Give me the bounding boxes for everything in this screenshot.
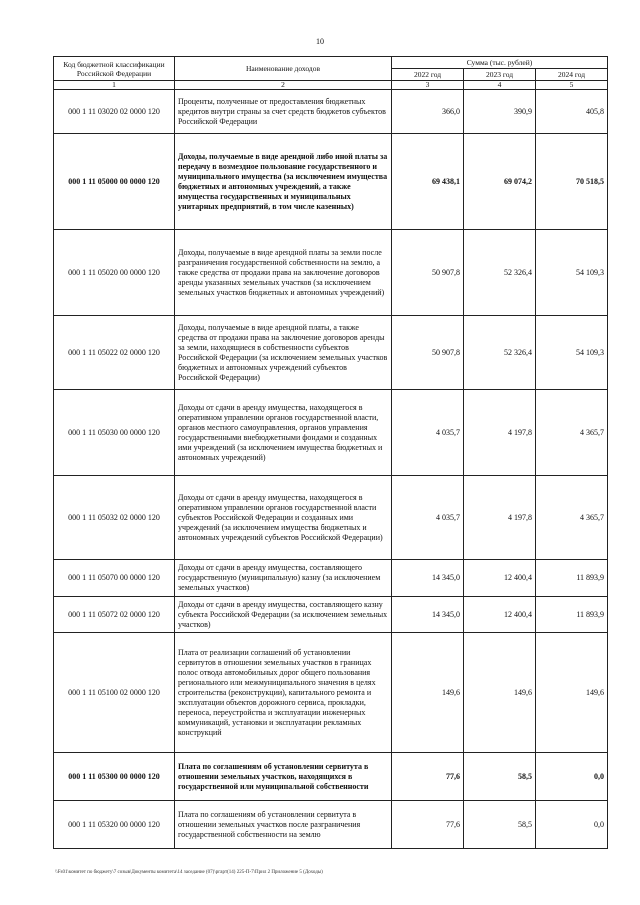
table-row <box>54 476 608 560</box>
row-name: Доходы от сдачи в аренду имущества, находящегося в оперативном управлении органов государственной власти, органов местного самоуправления, органов управления государственными внебюджетными фондами и созданных ими учреждений (за исключением имущества бюджетных и автономных учреждений) <box>175 390 392 476</box>
column-number: 3 <box>392 81 464 90</box>
row-value-2024: 0,0 <box>536 753 608 801</box>
row-code: 000 1 11 05100 02 0000 120 <box>54 633 175 753</box>
row-value-2023: 12 400,4 <box>464 560 536 597</box>
row-code: 000 1 11 05000 00 0000 120 <box>54 134 175 230</box>
header-code: Код бюджетной классификации Российской Федерации <box>54 57 175 81</box>
row-code: 000 1 11 03020 02 0000 120 <box>54 90 175 134</box>
row-name: Доходы от сдачи в аренду имущества, составляющего казну субъекта Российской Федерации (за исключением земельных участков) <box>175 597 392 633</box>
row-code: 000 1 11 05030 00 0000 120 <box>54 390 175 476</box>
row-value-2024: 70 518,5 <box>536 134 608 230</box>
row-code: 000 1 11 05020 00 0000 120 <box>54 230 175 316</box>
row-value-2022: 4 035,7 <box>392 476 464 560</box>
row-name: Доходы, получаемые в виде арендной либо иной платы за передачу в возмездное пользование государственного и муниципального имущества (за исключением имущества бюджетных и автономных учреждений, а также имущества государственных и муниципальных унитарных предприятий, в том числе казенных) <box>175 134 392 230</box>
column-number: 1 <box>54 81 175 90</box>
row-value-2022: 14 345,0 <box>392 560 464 597</box>
row-name: Доходы от сдачи в аренду имущества, составляющего государственную (муниципальную) казну (за исключением земельных участков) <box>175 560 392 597</box>
row-value-2024: 11 893,9 <box>536 597 608 633</box>
row-value-2024: 0,0 <box>536 801 608 849</box>
table-row <box>54 134 608 230</box>
footer-file-path: \\Fs01\комитет по бюджету\7 созыв\Документы комитета\14 заседание (07)\ргарт(14) 225-П-7\Прил 2 Приложение 5 (Доходы) <box>55 870 323 875</box>
table-row <box>54 90 608 134</box>
row-value-2022: 77,6 <box>392 801 464 849</box>
row-code: 000 1 11 05032 02 0000 120 <box>54 476 175 560</box>
row-value-2022: 366,0 <box>392 90 464 134</box>
row-value-2022: 14 345,0 <box>392 597 464 633</box>
row-name: Плата по соглашениям об установлении сервитута в отношении земельных участков, находящихся в государственной или муниципальной собственности <box>175 753 392 801</box>
table-row <box>54 560 608 597</box>
row-value-2022: 50 907,8 <box>392 316 464 390</box>
row-value-2023: 4 197,8 <box>464 476 536 560</box>
row-value-2023: 58,5 <box>464 753 536 801</box>
table-row <box>54 390 608 476</box>
row-value-2024: 405,8 <box>536 90 608 134</box>
header-name: Наименование доходов <box>175 57 392 81</box>
row-value-2023: 52 326,4 <box>464 316 536 390</box>
row-code: 000 1 11 05070 00 0000 120 <box>54 560 175 597</box>
row-value-2023: 149,6 <box>464 633 536 753</box>
header-year-2022: 2022 год <box>392 69 464 81</box>
table-row <box>54 801 608 849</box>
page-number: 10 <box>316 37 324 46</box>
row-value-2024: 11 893,9 <box>536 560 608 597</box>
header-year-2023: 2023 год <box>464 69 536 81</box>
table-row <box>54 230 608 316</box>
row-value-2022: 50 907,8 <box>392 230 464 316</box>
row-value-2023: 4 197,8 <box>464 390 536 476</box>
row-value-2023: 52 326,4 <box>464 230 536 316</box>
row-value-2022: 69 438,1 <box>392 134 464 230</box>
row-name: Доходы, получаемые в виде арендной платы, а также средства от продажи права на заключение договоров аренды за земли, находящиеся в собственности субъектов Российской Федерации (за исключением земельных участков бюджетных и автономных учреждений субъектов Российской Федерации) <box>175 316 392 390</box>
row-value-2023: 12 400,4 <box>464 597 536 633</box>
column-number: 2 <box>175 81 392 90</box>
row-value-2024: 4 365,7 <box>536 390 608 476</box>
column-number: 4 <box>464 81 536 90</box>
row-name: Плата от реализации соглашений об установлении сервитутов в отношении земельных участков в границах полос отвода автомобильных дорог общего пользования регионального или межмуниципального значения в целях строительства (реконструкции), капитального ремонта и эксплуатации объектов дорожного сервиса, прокладки, переноса, переустройства и эксплуатации инженерных коммуникаций, установки и эксплуатации рекламных конструкций <box>175 633 392 753</box>
row-name: Проценты, полученные от предоставления бюджетных кредитов внутри страны за счет средств бюджетов субъектов Российской Федерации <box>175 90 392 134</box>
row-value-2022: 149,6 <box>392 633 464 753</box>
row-value-2022: 77,6 <box>392 753 464 801</box>
row-code: 000 1 11 05022 02 0000 120 <box>54 316 175 390</box>
row-name: Плата по соглашениям об установлении сервитута в отношении земельных участков после разграничения государственной собственности на землю <box>175 801 392 849</box>
row-value-2024: 54 109,3 <box>536 230 608 316</box>
table-row <box>54 753 608 801</box>
table-row <box>54 316 608 390</box>
row-code: 000 1 11 05320 00 0000 120 <box>54 801 175 849</box>
row-code: 000 1 11 05300 00 0000 120 <box>54 753 175 801</box>
row-name: Доходы от сдачи в аренду имущества, находящегося в оперативном управлении органов государственной власти субъектов Российской Федерации и созданных ими учреждений (за исключением имущества бюджетных и автономных учреждений субъектов Российской Федерации) <box>175 476 392 560</box>
row-value-2023: 390,9 <box>464 90 536 134</box>
revenue-table <box>53 56 608 849</box>
row-name: Доходы, получаемые в виде арендной платы за земли после разграничения государственной собственности на землю, а также средства от продажи права на заключение договоров аренды указанных земельных участков (за исключением земельных участков бюджетных и автономных учреждений) <box>175 230 392 316</box>
row-value-2022: 4 035,7 <box>392 390 464 476</box>
table-row <box>54 633 608 753</box>
column-number: 5 <box>536 81 608 90</box>
header-year-2024: 2024 год <box>536 69 608 81</box>
header-sum: Сумма (тыс. рублей) <box>392 57 608 69</box>
table-row <box>54 597 608 633</box>
row-value-2023: 69 074,2 <box>464 134 536 230</box>
row-value-2023: 58,5 <box>464 801 536 849</box>
row-value-2024: 4 365,7 <box>536 476 608 560</box>
row-value-2024: 54 109,3 <box>536 316 608 390</box>
row-code: 000 1 11 05072 02 0000 120 <box>54 597 175 633</box>
row-value-2024: 149,6 <box>536 633 608 753</box>
